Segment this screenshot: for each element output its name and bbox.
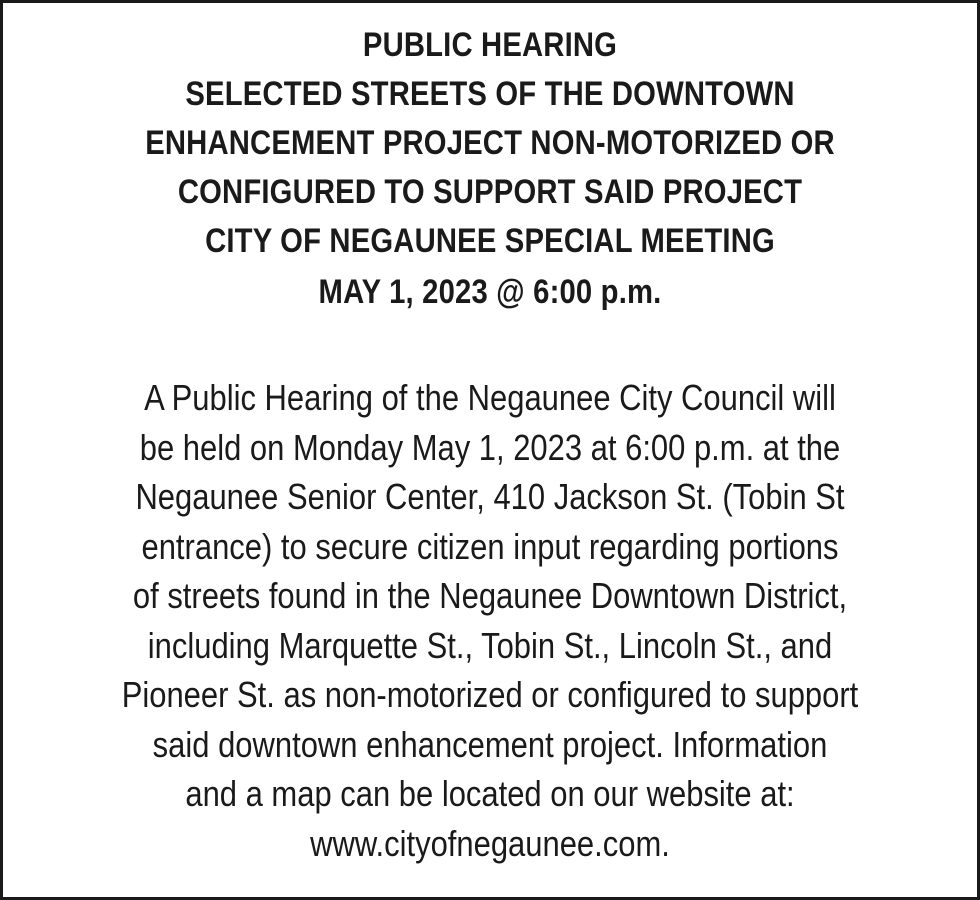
body-line: Pioneer St. as non-motorized or configured to support [121, 674, 859, 715]
title-line-configured-support: CONFIGURED TO SUPPORT SAID PROJECT [177, 173, 803, 211]
meeting-date-time: MAY 1, 2023 @ 6:00 p.m. [318, 273, 662, 311]
body-line: said downtown enhancement project. Information [152, 723, 828, 765]
body-line: entrance) to secure citizen input regarding portions [141, 525, 839, 567]
title-line-special-meeting: CITY OF NEGAUNEE SPECIAL MEETING [205, 222, 775, 260]
body-line: of streets found in the Negaunee Downtown District, [132, 575, 848, 616]
website-url: www.cityofnegaunee.com. [310, 822, 670, 864]
body-line: including Marquette St., Tobin St., Lincoln St., and [147, 624, 833, 666]
title-line-enhancement-project: ENHANCEMENT PROJECT NON-MOTORIZED OR [145, 124, 835, 162]
title-line-selected-streets: SELECTED STREETS OF THE DOWNTOWN [185, 75, 795, 113]
body-line: Negaunee Senior Center, 410 Jackson St. (Tobin St [135, 476, 845, 517]
body-line: A Public Hearing of the Negaunee City Council will [144, 377, 836, 418]
title-line-public-hearing: PUBLIC HEARING [362, 26, 618, 64]
body-line: be held on Monday May 1, 2023 at 6:00 p.m. at the [139, 426, 841, 468]
notice-headline [88, 21, 891, 317]
body-line: and a map can be located on our website at: [185, 773, 795, 814]
notice-body [88, 373, 891, 868]
